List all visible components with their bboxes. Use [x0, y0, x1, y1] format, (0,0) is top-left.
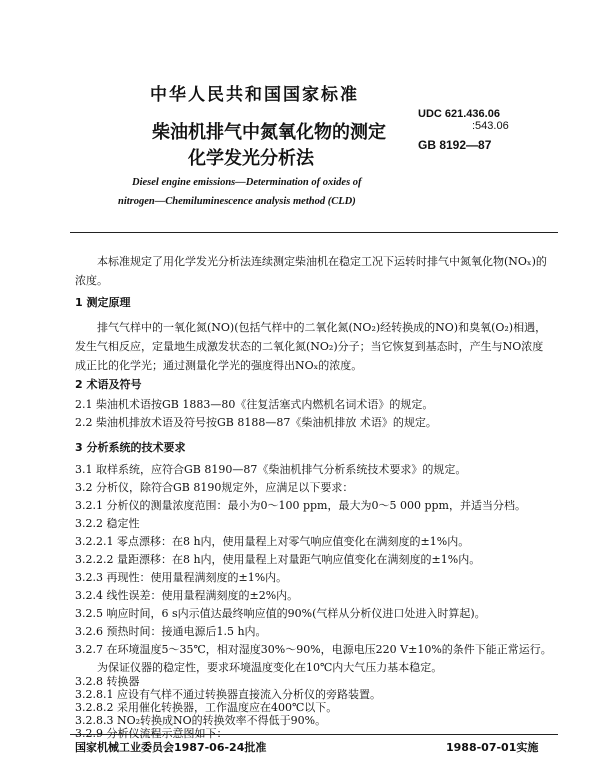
clause-3-2-3: 3.2.3 再现性：使用量程满刻度的±1%内。	[75, 571, 288, 584]
clause-3-2: 3.2 分析仪，除符合GB 8190规定外，应满足以下要求：	[75, 481, 354, 494]
clause-3-2-7: 3.2.7 在环境温度5～35℃，相对湿度30%～90%，电源电压220 V±10%的条件下能正常运行。	[75, 643, 552, 656]
clause-3-2-8-2: 3.2.8.2 采用催化转换器，工作温度应在400℃以下。	[75, 701, 338, 714]
clause-3-2-6: 3.2.6 预热时间：接通电源后1.5 h内。	[75, 625, 267, 638]
clause-3-2-7-note: 为保证仪器的稳定性，要求环境温度变化在10℃内大气压力基本稳定。	[97, 661, 443, 674]
clause-3-2-8-3: 3.2.8.3 NO₂转换成NO的转换效率不得低于90%。	[75, 714, 327, 727]
standard-header: 中华人民共和国国家标准	[150, 85, 359, 105]
clause-3-2-9: 3.2.9 分析仪流程示意图如下：	[75, 727, 228, 740]
clause-3-2-4: 3.2.4 线性误差：使用量程满刻度的±2%内。	[75, 589, 299, 602]
approval-date: 国家机械工业委员会1987-06-24批准	[75, 741, 267, 754]
title-zh-line-1: 柴油机排气中氮氧化物的测定	[152, 122, 386, 143]
clause-3-2-2: 3.2.2 稳定性	[75, 517, 140, 530]
clause-3-2-1: 3.2.1 分析仪的测量浓度范围：最小为0～100 ppm，最大为0～5 000 ppm，并适当分档。	[75, 499, 526, 512]
clause-2-2: 2.2 柴油机排放术语及符号按GB 8188—87《柴油机排放 术语》的规定。	[75, 416, 437, 429]
clause-3-1: 3.1 取样系统，应符合GB 8190—87《柴油机排气分析系统技术要求》的规定。	[75, 463, 467, 476]
implementation-date: 1988-07-01实施	[446, 741, 539, 754]
clause-3-2-5: 3.2.5 响应时间，6 s内示值达最终响应值的90%(气样从分析仪进口处进入时算起)。	[75, 607, 486, 620]
intro-paragraph: 本标准规定了用化学发光分析法连续测定柴油机在稳定工况下运转时排气中氮氧化物(NOₓ)的浓度。	[75, 255, 547, 287]
title-en-line-2: nitrogen—Chemiluminescence analysis method (CLD)	[118, 196, 356, 207]
section-2-heading: 2 术语及符号	[75, 378, 142, 391]
gb-number: GB 8192—87	[418, 138, 492, 152]
clause-2-1: 2.1 柴油机术语按GB 1883—80《往复活塞式内燃机名词术语》的规定。	[75, 398, 434, 411]
section-1-heading: 1 测定原理	[75, 296, 131, 309]
title-en-line-1: Diesel engine emissions—Determination of oxides of	[132, 177, 362, 188]
udc-number: UDC 621.436.06	[418, 108, 500, 120]
clause-3-2-2-2: 3.2.2.2 量距漂移：在8 h内，使用量程上对量距气响应值变化在满刻度的±1%内。	[75, 553, 481, 566]
title-zh-line-2: 化学发光分析法	[188, 148, 314, 169]
clause-3-2-8-1: 3.2.8.1 应设有气样不通过转换器直接流入分析仪的旁路装置。	[75, 688, 381, 701]
clause-3-2-2-1: 3.2.2.1 零点漂移：在8 h内，使用量程上对零气响应值变化在满刻度的±1%内。	[75, 535, 470, 548]
clause-3-2-8: 3.2.8 转换器	[75, 675, 140, 688]
udc-number-continued: :543.06	[472, 120, 509, 132]
section-1-text: 排气气样中的一氧化氮(NO)(包括气样中的二氧化氮(NO₂)经转换成的NO)和臭氧(O₂)相遇，发生气相反应，定量地生成激发状态的二氧化氮(NO₂)分子；当它恢复到基态时，产生与NO浓度成正比的化学光；通过测量化学光的强度得出NOₓ的浓度。	[75, 321, 547, 372]
header-divider	[70, 232, 558, 233]
section-3-heading: 3 分析系统的技术要求	[75, 441, 186, 454]
